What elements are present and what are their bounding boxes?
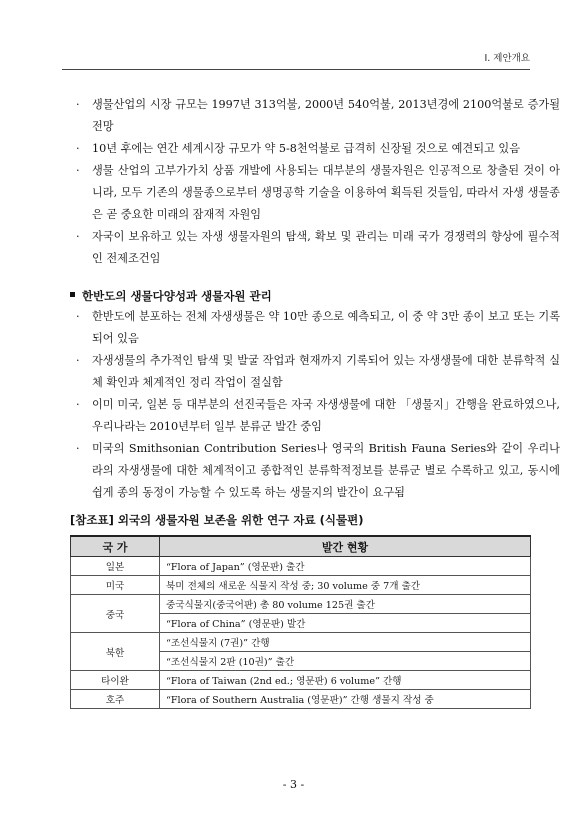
bullet-item: · 생물산업의 시장 규모는 1997년 313억불, 2000년 540억불, 2013년경에 2100억불로 증가될 전망 xyxy=(76,98,560,133)
table-row xyxy=(71,671,531,690)
column-header-country: 국 가 xyxy=(71,536,160,557)
section-title: 한반도의 생물다양성과 생물자원 관리 xyxy=(82,289,272,303)
bullet-text: 자생생물의 추가적인 탐색 및 발굴 작업과 현재까지 기록되어 있는 자생생물에 대한 분류학적 실체 확인과 체계적인 정리 작업이 절실함 xyxy=(92,354,560,389)
bullet-item: · 생물 산업의 고부가가치 상품 개발에 사용되는 대부분의 생물자원은 인공적으로 창출된 것이 아니라, 모두 기존의 생물종으로부터 생명공학 기술을 이용하여 획득된 것들임, 따라서 자생 생물종은 곧 중요한 미래의 잠재적 자원임 xyxy=(76,164,560,221)
bullet-item: · 자생생물의 추가적인 탐색 및 발굴 작업과 현재까지 기록되어 있는 자생생물에 대한 분류학적 실체 확인과 체계적인 정리 작업이 절실함 xyxy=(76,354,560,389)
bullet-item: · 이미 미국, 일본 등 대부분의 선진국들은 자국 자생생물에 대한 「생물지」간행을 완료하였으나, 우리나라는 2010년부터 일부 분류군 발간 중임 xyxy=(76,398,560,433)
table-row xyxy=(71,557,531,576)
status-cell: “Flora of Taiwan (2nd ed.; 영문판) 6 volume” 간행 xyxy=(160,671,531,690)
main-content xyxy=(70,94,560,504)
bullet-list-biodiversity xyxy=(70,306,560,504)
bullet-text: 자국이 보유하고 있는 자생 생물자원의 탐색, 확보 및 관리는 미래 국가 경쟁력의 향상에 필수적인 전제조건임 xyxy=(92,230,560,265)
country-cell: 북한 xyxy=(71,633,160,671)
bullet-text: 10년 후에는 연간 세계시장 규모가 약 5-8천억불로 급격히 신장될 것으로 예견되고 있음 xyxy=(92,142,521,155)
bullet-item: · 미국의 Smithsonian Contribution Series나 영국의 British Fauna Series와 같이 우리나라의 자생생물에 대한 체계적이고 종합적인 분류학적정보를 분류군 별로 수록하고 있고, 동시에 쉽게 종의 동정이 가능할 수 있도록 하는 생물지의 발간이 요구됨 xyxy=(76,442,560,499)
table-row xyxy=(71,595,531,614)
bullet-text: 생물산업의 시장 규모는 1997년 313억불, 2000년 540억불, 2013년경에 2100억불로 증가될 전망 xyxy=(92,98,560,133)
reference-table xyxy=(70,535,531,709)
bullet-item: · 10년 후에는 연간 세계시장 규모가 약 5-8천억불로 급격히 신장될 것으로 예견되고 있음 xyxy=(76,142,521,155)
country-cell: 호주 xyxy=(71,690,160,709)
header-section-label: Ⅰ. 제안개요 xyxy=(484,53,530,64)
country-cell: 일본 xyxy=(71,557,160,576)
column-header-status: 발간 현황 xyxy=(160,536,531,557)
bullet-text: 이미 미국, 일본 등 대부분의 선진국들은 자국 자생생물에 대한 「생물지」간행을 완료하였으나, 우리나라는 2010년부터 일부 분류군 발간 중임 xyxy=(92,398,560,433)
bullet-text: 미국의 Smithsonian Contribution Series나 영국의 British Fauna Series와 같이 우리나라의 자생생물에 대한 체계적이고 종합적인 분류학적정보를 분류군 별로 수록하고 있고, 동시에 쉽게 종의 동정이 가능할 수 있도록 하는 생물지의 발간이 요구됨 xyxy=(92,442,560,499)
status-cell: “조선식물지 2판 (10권)” 출간 xyxy=(160,652,531,671)
status-cell: “Flora of Japan” (영문판) 출간 xyxy=(160,557,531,576)
status-cell: “조선식물지 (7권)” 간행 xyxy=(160,633,531,652)
table-row xyxy=(71,633,531,652)
table-row xyxy=(71,690,531,709)
table-title: [참조표] 외국의 생물자원 보존을 위한 연구 자료 (식물편) xyxy=(70,513,364,527)
bullet-text: 생물 산업의 고부가가치 상품 개발에 사용되는 대부분의 생물자원은 인공적으로 창출된 것이 아니라, 모두 기존의 생물종으로부터 생명공학 기술을 이용하여 획득된 것들임, 따라서 자생 생물종은 곧 중요한 미래의 잠재적 자원임 xyxy=(92,164,560,221)
status-cell: “Flora of Southern Australia (영문판)” 간행 생물지 작성 중 xyxy=(160,690,531,709)
bullet-item: · 자국이 보유하고 있는 자생 생물자원의 탐색, 확보 및 관리는 미래 국가 경쟁력의 향상에 필수적인 전제조건임 xyxy=(76,230,560,265)
square-bullet-icon xyxy=(70,292,75,297)
status-cell: 중국식물지(중국어판) 총 80 volume 125권 출간 xyxy=(160,595,531,614)
bullet-item: · 한반도에 분포하는 전체 자생생물은 약 10만 종으로 예측되고, 이 중 약 3만 종이 보고 또는 기록되어 있음 xyxy=(76,310,560,345)
bullet-list-market xyxy=(70,94,560,270)
table-header-row xyxy=(71,536,531,557)
page-number: - 3 - xyxy=(282,778,305,791)
bullet-text: 한반도에 분포하는 전체 자생생물은 약 10만 종으로 예측되고, 이 중 약 3만 종이 보고 또는 기록되어 있음 xyxy=(92,310,560,345)
country-cell: 타이완 xyxy=(71,671,160,690)
country-cell: 중국 xyxy=(71,595,160,633)
country-cell: 미국 xyxy=(71,576,160,595)
status-cell: “Flora of China” (영문판) 발간 xyxy=(160,614,531,633)
page-header xyxy=(62,50,530,70)
table-row xyxy=(71,576,531,595)
status-cell: 북미 전체의 새로운 식물지 작성 중; 30 volume 중 7개 출간 xyxy=(160,576,531,595)
section-heading xyxy=(70,288,560,304)
